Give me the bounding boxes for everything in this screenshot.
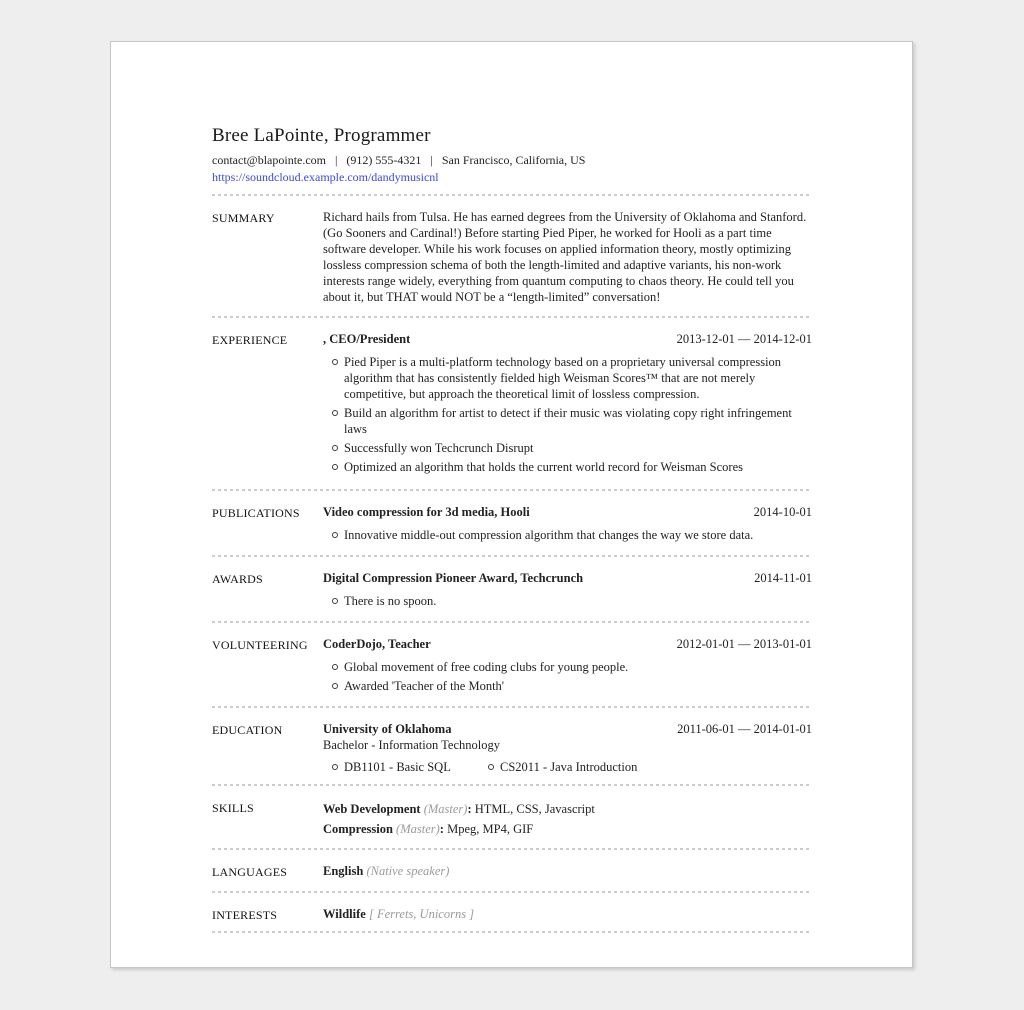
course-list: [323, 759, 812, 775]
profile-link[interactable]: https://soundcloud.example.com/dandymusicnl: [212, 170, 439, 184]
skill-colon: :: [467, 802, 472, 816]
bullet-item: Successfully won Techcrunch Disrupt: [323, 440, 812, 456]
section-label-languages: LANGUAGES: [212, 865, 288, 879]
bullet-item: Innovative middle-out compression algorithm that changes the way we store data.: [323, 527, 812, 543]
entry-title: Digital Compression Pioneer Award, Techcrunch: [323, 571, 584, 585]
course-item: CS2011 - Java Introduction: [479, 759, 637, 775]
section-label-publications: PUBLICATIONS: [212, 506, 300, 520]
interest-row: [323, 906, 812, 923]
phone-text: (912) 555-4321: [346, 153, 422, 167]
location-text: San Francisco, California, US: [441, 153, 586, 167]
entry-dates: 2013-12-01 — 2014-12-01: [676, 332, 812, 346]
entry-date: 2014-10-01: [753, 505, 812, 519]
interest-note: [ Ferrets, Unicorns ]: [368, 907, 475, 921]
experience-entry: [323, 331, 812, 478]
award-entry: [323, 570, 812, 612]
section-label-volunteering: VOLUNTEERING: [212, 638, 308, 652]
skill-items: Mpeg, MP4, GIF: [447, 822, 534, 836]
pipe-separator: |: [335, 153, 338, 167]
section-label-summary: SUMMARY: [212, 211, 275, 225]
section-label-education: EDUCATION: [212, 723, 283, 737]
skill-row: [323, 819, 812, 839]
section-volunteering: [212, 623, 812, 706]
bullet-item: Optimized an algorithm that holds the current world record for Weisman Scores: [323, 459, 812, 475]
section-label-skills: SKILLS: [212, 801, 254, 815]
person-name: Bree LaPointe, Programmer: [212, 125, 431, 146]
skill-name: Web Development: [323, 802, 421, 816]
section-skills: [212, 786, 812, 848]
section-divider: [212, 931, 812, 933]
resume-header: [212, 125, 812, 186]
section-summary: [212, 196, 812, 316]
section-interests: [212, 893, 812, 931]
bullet-list: [323, 593, 812, 609]
course-item: DB1101 - Basic SQL: [323, 759, 479, 775]
section-label-interests: INTERESTS: [212, 908, 278, 922]
interest-name: Wildlife: [323, 907, 366, 921]
skill-level: (Master): [396, 822, 440, 836]
skill-name: Compression: [323, 822, 393, 836]
section-awards: [212, 557, 812, 621]
entry-dates: 2011-06-01 — 2014-01-01: [677, 722, 812, 736]
email-text: contact@blapointe.com: [212, 153, 327, 167]
education-entry: [323, 721, 812, 775]
section-education: [212, 708, 812, 784]
degree-text: Bachelor - Information Technology: [323, 738, 500, 752]
bullet-item: Pied Piper is a multi-platform technology based on a proprietary universal compression algorithm that has consistently fielded high Weisman Scores™ that are not merely competitive, but approach the theoretical limit of lossless compression.: [323, 354, 812, 402]
language-note: (Native speaker): [366, 864, 450, 878]
entry-date: 2014-11-01: [754, 571, 812, 585]
bullet-item: Global movement of free coding clubs for young people.: [323, 659, 812, 675]
entry-dates: 2012-01-01 — 2013-01-01: [676, 637, 812, 651]
bullet-item: Build an algorithm for artist to detect if their music was violating copy right infringement laws: [323, 405, 812, 437]
skill-colon: :: [439, 822, 444, 836]
bullet-list: [323, 354, 812, 475]
entry-title: , CEO/President: [323, 332, 411, 346]
section-experience: [212, 318, 812, 489]
entry-title: CoderDojo, Teacher: [323, 637, 431, 651]
skill-level: (Master): [423, 802, 468, 816]
skill-row: [323, 799, 812, 819]
publication-entry: [323, 504, 812, 546]
bullet-item: Awarded 'Teacher of the Month': [323, 678, 812, 694]
bullet-list: [323, 659, 812, 694]
bullet-item: There is no spoon.: [323, 593, 812, 609]
volunteering-entry: [323, 636, 812, 697]
language-name: English: [323, 864, 364, 878]
resume-page: [110, 41, 913, 968]
summary-text: Richard hails from Tulsa. He has earned degrees from the University of Oklahoma and Stanford. (Go Sooners and Cardinal!) Before starting Pied Piper, he worked for Hooli as a part time software developer. While his work focuses on applied information theory, mostly optimizing lossless compression schema of both the length-limited and adaptive variants, his non-work interests range widely, everything from quantum computing to chaos theory. He could tell you about it, but THAT would NOT be a “length-limited” conversation!: [323, 210, 807, 304]
contact-line: [212, 153, 812, 168]
skill-items: HTML, CSS, Javascript: [474, 802, 595, 816]
language-row: [323, 863, 812, 880]
section-publications: [212, 491, 812, 555]
school-name: University of Oklahoma: [323, 722, 452, 736]
entry-title: Video compression for 3d media, Hooli: [323, 505, 530, 519]
bullet-list: [323, 527, 812, 543]
section-languages: [212, 850, 812, 891]
pipe-separator: |: [430, 153, 433, 167]
section-label-awards: AWARDS: [212, 572, 263, 586]
section-label-experience: EXPERIENCE: [212, 333, 288, 347]
